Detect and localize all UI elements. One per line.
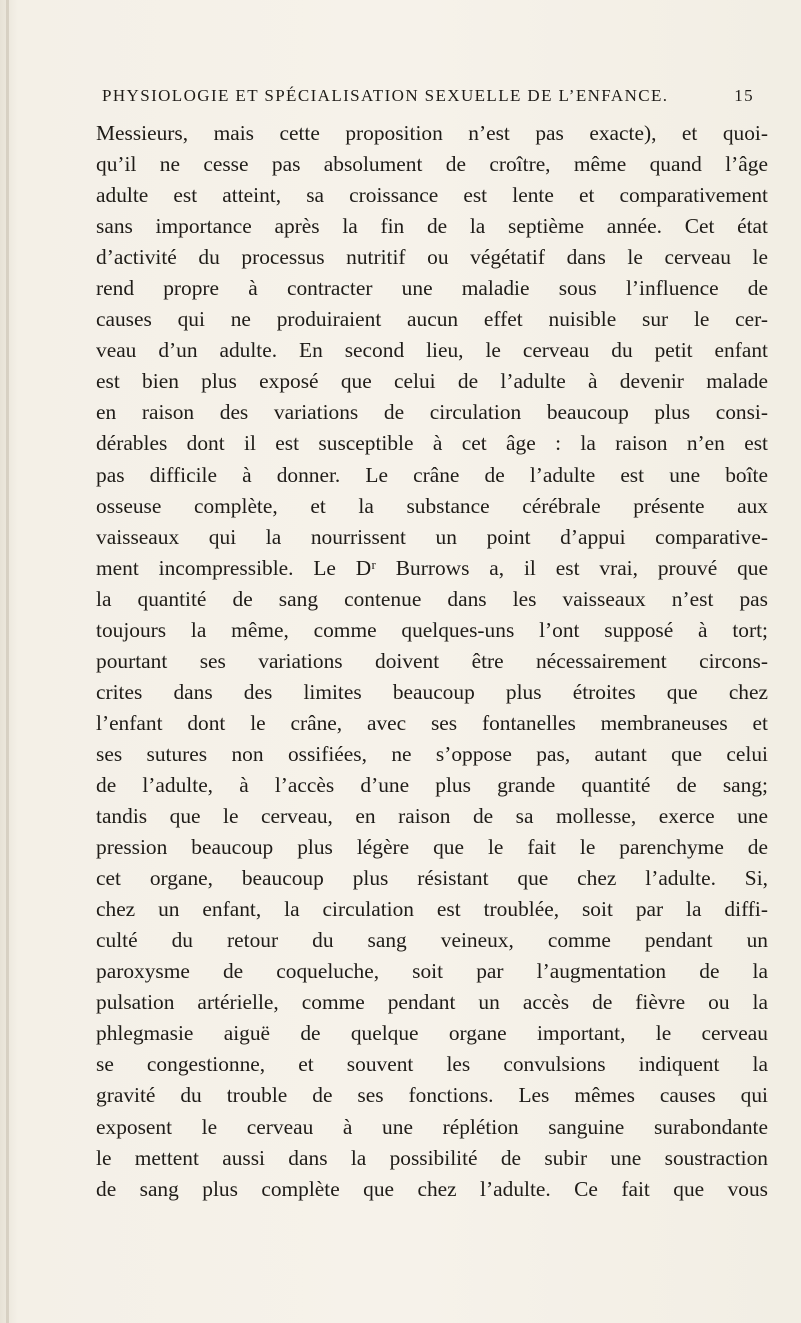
running-head — [102, 86, 762, 116]
text-line: culté du retour du sang veineux, comme pendant un — [96, 928, 768, 953]
text-line: vaisseaux qui la nourrissent un point d’appui comparative- — [96, 524, 768, 549]
text-line: pulsation artérielle, comme pendant un accès de fièvre ou la — [96, 990, 768, 1015]
text-line: le mettent aussi dans la possibilité de subir une soustraction — [96, 1145, 768, 1170]
text-line: adulte est atteint, sa croissance est lente et comparativement — [96, 183, 768, 208]
text-line: pas difficile à donner. Le crâne de l’adulte est une boîte — [96, 462, 768, 487]
text-line: rend propre à contracter une maladie sous l’influence de — [96, 276, 768, 301]
text-line: ses sutures non ossifiées, ne s’oppose pas, autant que celui — [96, 741, 768, 766]
text-line: en raison des variations de circulation beaucoup plus consi- — [96, 400, 768, 425]
body-text — [96, 118, 768, 1205]
text-line: phlegmasie aiguë de quelque organe important, le cerveau — [96, 1021, 768, 1046]
text-line: pression beaucoup plus légère que le fait le parenchyme de — [96, 835, 768, 860]
text-line: exposent le cerveau à une réplétion sanguine surabondante — [96, 1114, 768, 1139]
text-line: osseuse complète, et la substance cérébrale présente aux — [96, 493, 768, 518]
text-line: Messieurs, mais cette proposition n’est pas exacte), et quoi- — [96, 121, 768, 145]
page-number: 15 — [734, 86, 754, 105]
text-line: d’activité du processus nutritif ou végétatif dans le cerveau le — [96, 245, 768, 270]
text-line: sans importance après la fin de la septième année. Cet état — [96, 214, 768, 239]
text-line: gravité du trouble de ses fonctions. Les mêmes causes qui — [96, 1083, 768, 1108]
text-line: chez un enfant, la circulation est troublée, soit par la diffi- — [96, 897, 768, 922]
text-line: est bien plus exposé que celui de l’adulte à devenir malade — [96, 369, 768, 394]
text-line: se congestionne, et souvent les convulsions indiquent la — [96, 1052, 768, 1077]
text-line: ment incompressible. Le Dʳ Burrows a, il est vrai, prouvé que — [96, 555, 768, 580]
text-line: veau d’un adulte. En second lieu, le cerveau du petit enfant — [96, 338, 768, 363]
binding-edge — [6, 0, 9, 1323]
running-head-title: PHYSIOLOGIE ET SPÉCIALISATION SEXUELLE DE L’ENFANCE. — [102, 86, 669, 105]
text-line: l’enfant dont le crâne, avec ses fontanelles membraneuses et — [96, 710, 768, 735]
text-line: de l’adulte, à l’accès d’une plus grande quantité de sang; — [96, 772, 768, 797]
text-line: tandis que le cerveau, en raison de sa mollesse, exerce une — [96, 804, 768, 829]
text-line: la quantité de sang contenue dans les vaisseaux n’est pas — [96, 586, 768, 611]
text-line: de sang plus complète que chez l’adulte. Ce fait que vous — [96, 1176, 768, 1201]
text-line: paroxysme de coqueluche, soit par l’augmentation de la — [96, 959, 768, 984]
text-line: toujours la même, comme quelques-uns l’ont supposé à tort; — [96, 617, 768, 642]
text-line: crites dans des limites beaucoup plus étroites que chez — [96, 679, 768, 704]
text-line: pourtant ses variations doivent être nécessairement circons- — [96, 648, 768, 673]
text-line: dérables dont il est susceptible à cet âge : la raison n’en est — [96, 431, 768, 456]
text-line: causes qui ne produiraient aucun effet nuisible sur le cer- — [96, 307, 768, 332]
text-line: qu’il ne cesse pas absolument de croître, même quand l’âge — [96, 152, 768, 177]
text-line: cet organe, beaucoup plus résistant que chez l’adulte. Si, — [96, 866, 768, 891]
